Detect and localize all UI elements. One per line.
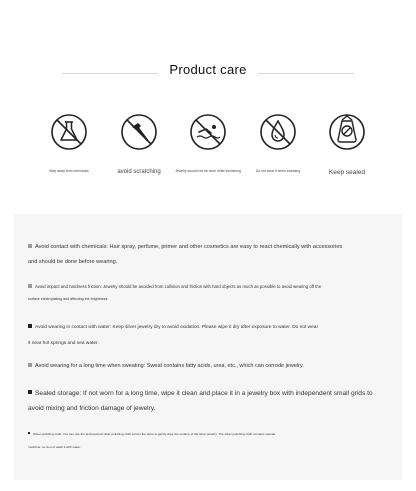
care-item-text: Avoid contact with chemicals: Hair spray, perfume, primer and other cosmetics are easy to react chemically with accessories [35, 244, 343, 250]
care-item-chemicals [28, 240, 394, 270]
flask-prohibited-icon [49, 112, 89, 152]
care-item-text-cont: it near hot springs and sea water. [28, 341, 99, 346]
care-item-polishing [28, 428, 394, 454]
care-item-text-cont: medicine, so do not wash it with water. [28, 445, 81, 449]
title-section [0, 62, 416, 84]
icon-label-sealed: Keep sealed [328, 169, 366, 176]
care-item-text: Avoid impact and hardness friction: Jewelry should be avoided from collision and friction with hard objects as much as possible to avoid wearing off the [35, 284, 322, 289]
care-item-text-cont: avoid mixing and friction damage of jewelry. [28, 405, 156, 412]
water-drop-prohibited-icon [258, 112, 298, 152]
care-item-text: Avoid wearing for a long time when sweating: Sweat contains fatty acids, urea, etc., which can corrode jewelry. [35, 363, 304, 369]
swimmer-prohibited-icon [188, 112, 228, 152]
care-icons-row [34, 112, 382, 182]
care-item-water [28, 320, 394, 352]
title-divider-right [258, 73, 354, 74]
bullet-icon [28, 324, 32, 328]
care-item-text-cont: and should be done before wearing. [28, 259, 118, 265]
icon-label-chemicals: Stay away from chemicals [49, 169, 89, 173]
bullet-icon [28, 363, 32, 367]
care-item-text: Avoid wearing in contact with water: Keep silver jewelry dry to avoid oxidation. Please wipe it dry after exposure to water. Do not wear [35, 325, 319, 330]
bullet-icon [28, 432, 30, 434]
sealed-bag-icon [327, 112, 367, 152]
hammer-prohibited-icon [119, 112, 159, 152]
care-item-text: Sealed storage: If not worn for a long time, wipe it clean and place it in a jewelry box with independent small grids to [35, 390, 373, 397]
care-item-impact [28, 280, 394, 306]
bullet-icon [28, 244, 32, 248]
icon-card-sealed [312, 112, 382, 182]
bullet-icon [28, 284, 32, 288]
care-item-sweating [28, 360, 394, 372]
care-item-text: Silver polishing cloth: You can use the professional silver polishing cloth sold in the store to gently wipe the surface of the silver jewelry. The silver polishing cloth contains special [33, 432, 276, 436]
care-instructions-panel [14, 214, 402, 480]
care-item-storage [28, 386, 394, 416]
icon-label-sweating: Do not wear it when sweating [255, 169, 301, 173]
care-item-text-cont: surface electroplating and affecting the brightness. [28, 297, 109, 301]
icon-label-swimming: Jewelry should not be worn while swimming [175, 169, 241, 173]
icon-label-scratching: avoid scratching [117, 169, 161, 175]
bullet-icon [28, 390, 32, 394]
page-title: Product care [169, 62, 247, 77]
